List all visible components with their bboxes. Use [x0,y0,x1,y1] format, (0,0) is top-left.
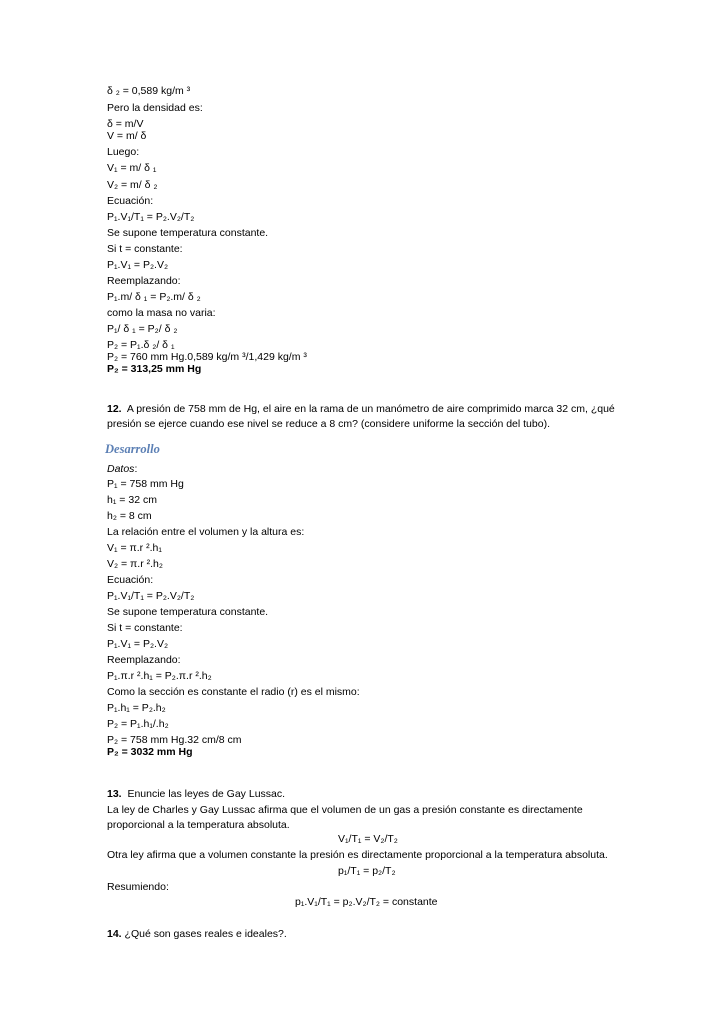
formula-line: P₂ = 760 mm Hg.0,589 kg/m ³/1,429 kg/m ³ [107,351,307,363]
question-number: 14. [107,928,122,940]
text-line: h₂ = 8 cm [107,510,152,522]
text-line: Como la sección es constante el radio (r) es el mismo: [107,686,360,698]
text-line: V₁ = m/ δ ₁ [107,162,157,174]
text-line: δ ₂ = 0,589 kg/m ³ [107,85,191,97]
question-14 [107,928,287,941]
text-line: Resumiendo: [107,881,169,893]
datos-label-text: Datos [107,463,135,475]
formula-line: P₁.π.r ².h₁ = P₂.π.r ².h₂ [107,670,212,682]
paragraph: La ley de Charles y Gay Lussac afirma que el volumen de un gas a presión constante es directamente proporcional a la temperatura absoluta. [107,804,583,831]
formula-line: V₁/T₁ = V₂/T₂ [338,833,398,845]
text-line: Se supone temperatura constante. [107,227,269,239]
question-body: Enuncie las leyes de Gay Lussac. [127,788,286,800]
section-heading: Desarrollo [105,442,160,456]
text-line: Pero la densidad es: [107,102,203,114]
question-text [107,788,285,801]
text-line: Se supone temperatura constante. [107,606,269,618]
formula-line: P₁.m/ δ ₁ = P₂.m/ δ ₂ [107,291,201,303]
text-line: Reemplazando: [107,275,181,287]
text-line: V₂ = m/ δ ₂ [107,179,158,191]
question-number: 13. [107,788,122,800]
datos-colon: : [134,463,138,475]
formula-line: V₁ = π.r ².h₁ [107,542,162,554]
formula-line: P₁.h₁ = P₂.h₂ [107,702,166,714]
text-line: como la masa no varia: [107,307,216,319]
datos-label [107,463,137,476]
text-line: Ecuación: [107,195,154,207]
question-text [107,402,627,432]
formula-line: p₁.V₁/T₁ = p₂.V₂/T₂ = constante [295,896,438,908]
text-line: V = m/ δ [107,130,147,142]
formula-line: P₁/ δ ₁ = P₂/ δ ₂ [107,323,178,335]
formula-line: V₂ = π.r ².h₂ [107,558,163,570]
question-number: 12. [107,403,122,415]
formula-line: P₁.V₁/T₁ = P₂.V₂/T₂ [107,211,195,223]
text-line: P₁ = 758 mm Hg [107,478,184,490]
result-line: P₂ = 313,25 mm Hg [107,363,202,375]
formula-line: P₂ = P₁.h₁/.h₂ [107,718,169,730]
question-body: ¿Qué son gases reales e ideales?. [124,928,287,940]
formula-line: P₁.V₁ = P₂.V₂ [107,259,169,271]
formula-line: P₂ = 758 mm Hg.32 cm/8 cm [107,734,242,746]
formula-line: P₁.V₁ = P₂.V₂ [107,638,169,650]
result-line: P₂ = 3032 mm Hg [107,746,193,758]
text-line: h₁ = 32 cm [107,494,157,506]
question-body: A presión de 758 mm de Hg, el aire en la rama de un manómetro de aire comprimido marca 32 cm, ¿qué presión se ejerce cuando ese nivel se reduce a 8 cm? (considere uniforme la sección del tubo). [107,403,615,430]
text-line: Reemplazando: [107,654,181,666]
text-line: Luego: [107,146,140,158]
text-line: Ecuación: [107,574,154,586]
formula-line: p₁/T₁ = p₂/T₂ [338,865,396,877]
paragraph: Otra ley afirma que a volumen constante la presión es directamente proporcional a la temperatura absoluta. [107,849,608,861]
text-line: Si t = constante: [107,622,183,634]
text-line: La relación entre el volumen y la altura es: [107,526,305,538]
formula-line: P₂ = P₁.δ ₂/ δ ₁ [107,339,175,351]
text-line: δ = m/V [107,118,144,130]
formula-line: P₁.V₁/T₁ = P₂.V₂/T₂ [107,590,195,602]
text-line: Si t = constante: [107,243,183,255]
